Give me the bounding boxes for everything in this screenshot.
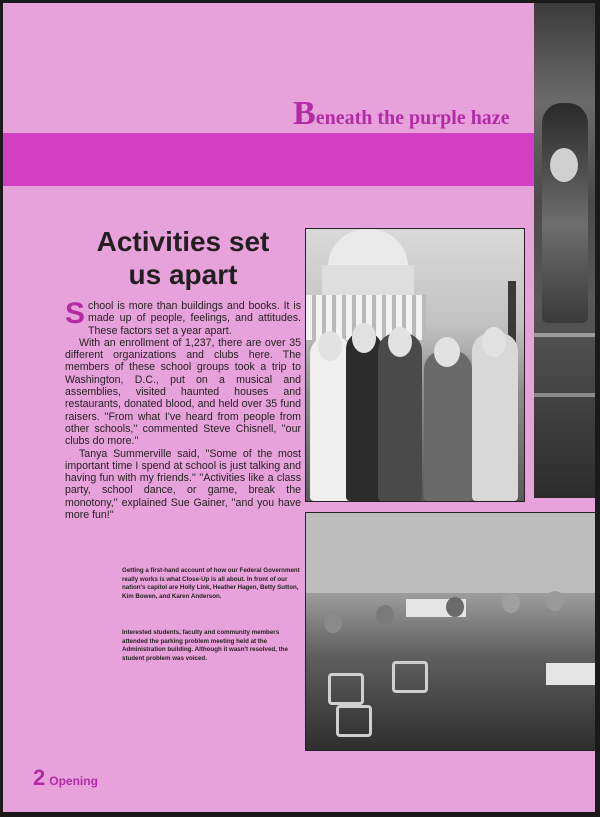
student-figure — [378, 333, 422, 501]
student-head — [434, 337, 460, 367]
caption-meeting: Interested students, faculty and community members attended the parking problem meeting held at the Administration building. Although it wasn't resolved, the student problem was voiced. — [122, 629, 288, 662]
paragraph-1 — [65, 297, 301, 337]
capitol-dome — [328, 229, 408, 267]
room-wall — [306, 513, 595, 593]
title-line-2: us apart — [128, 259, 238, 290]
headline-cap: B — [293, 95, 316, 132]
photo-figure — [542, 103, 588, 323]
section-label: Opening — [49, 774, 98, 788]
attendee-head — [376, 605, 394, 625]
section-headline — [293, 95, 533, 133]
student-head — [388, 327, 412, 357]
drop-cap: S — [65, 297, 86, 330]
headline-text: eneath the purple haze — [315, 107, 510, 129]
chair — [336, 705, 372, 737]
student-figure — [346, 331, 382, 501]
page-footer — [33, 765, 98, 791]
page-title — [63, 225, 303, 291]
capitol-group-photo — [305, 228, 525, 502]
attendee-head — [446, 597, 464, 617]
photo-face — [550, 148, 578, 182]
photo-railing-lower — [534, 393, 595, 397]
photo-railing — [534, 333, 595, 337]
paragraph-2: With an enrollment of 1,237, there are over 35 different organizations and clubs here. The members of these school groups took a trip to Washington, D.C., put on a musical and assemblies, visited haunted houses and restaurants, donated blood, and held over 35 fund raisers. ''From what I've heard from people from other schools,'' commented Steve Chisnell, ''our clubs do more.'' — [65, 336, 301, 448]
desk — [546, 663, 595, 685]
page-number: 2 — [33, 765, 46, 790]
title-line-1: Activities set — [96, 226, 270, 257]
chair — [392, 661, 428, 693]
attendee-head — [546, 591, 564, 611]
chair — [328, 673, 364, 705]
attendee-head — [324, 613, 342, 633]
accent-band — [3, 133, 534, 186]
student-head — [318, 331, 342, 361]
top-right-photo — [534, 3, 595, 498]
paragraph-1-text: chool is more than buildings and books. It is made up of people, feelings, and attitudes. These factors set a year apart. — [88, 300, 301, 337]
student-head — [482, 327, 506, 357]
caption-capitol: Getting a first-hand account of how our Federal Government really works is what Close-Up is all about. In front of our nation's capitol are Holly Link, Heather Hagen, Betty Sutton, Kim Bowen, and Karen Anderson. — [122, 567, 300, 600]
capitol-drum — [322, 265, 414, 295]
student-head — [352, 323, 376, 353]
student-figure — [424, 351, 472, 501]
paragraph-3: Tanya Summerville said, ''Some of the most important time I spend at school is just talking and having fun with my friends.'' ''Activities like a class party, school dance, or game, break the monotony,'' explained Sue Gainer, ''and you have more fun!'' — [65, 447, 301, 522]
body-copy — [65, 297, 301, 522]
attendee-head — [502, 593, 520, 613]
student-figure — [472, 333, 518, 501]
yearbook-page — [3, 3, 595, 812]
meeting-photo — [305, 512, 595, 751]
